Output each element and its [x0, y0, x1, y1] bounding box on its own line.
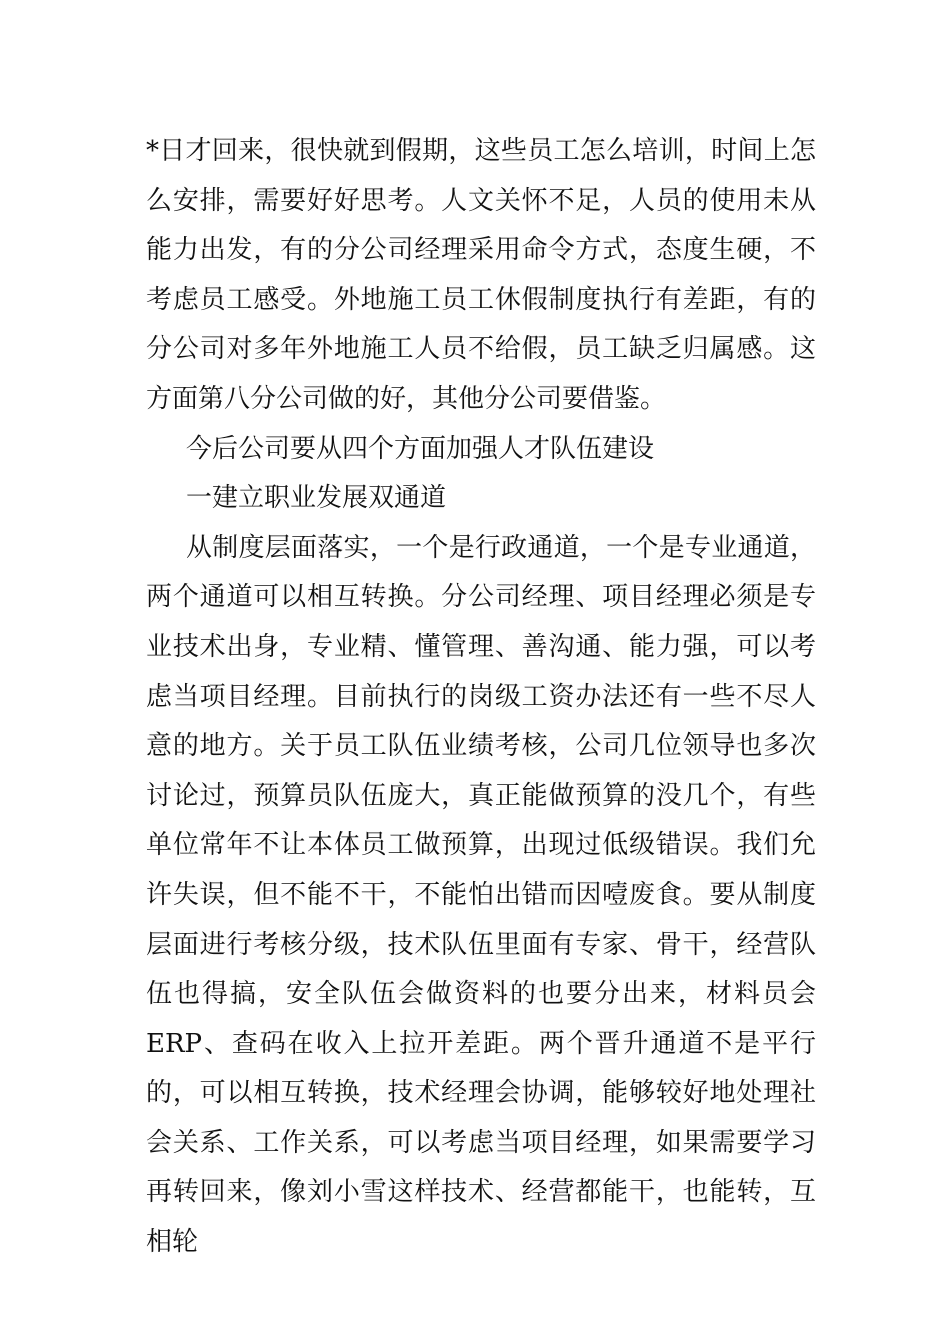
document-body	[146, 127, 816, 1268]
paragraph-continuation: *日才回来，很快就到假期，这些员工怎么培训，时间上怎么安排，需要好好思考。人文关怀不足，人员的使用未从能力出发，有的分公司经理采用命令方式，态度生硬，不考虑员工感受。外地施工员工休假制度执行有差距，有的分公司对多年外地施工人员不给假，员工缺乏归属感。这方面第八分公司做的好，其他分公司要借鉴。	[146, 136, 816, 414]
paragraph-heading-one: 一建立职业发展双通道	[186, 483, 447, 514]
paragraph-section-intro: 今后公司要从四个方面加强人才队伍建设	[186, 433, 655, 464]
paragraph-body: 从制度层面落实，一个是行政通道，一个是专业通道，两个通道可以相互转换。分公司经理、项目经理必须是专业技术出身，专业精、懂管理、善沟通、能力强，可以考虑当项目经理。目前执行的岗级工资办法还有一些不尽人意的地方。关于员工队伍业绩考核，公司几位领导也多次讨论过，预算员队伍庞大，真正能做预算的没几个，有些单位常年不让本体员工做预算，出现过低级错误。我们允许失误，但不能不干，不能怕出错而因噎废食。要从制度层面进行考核分级，技术队伍里面有专家、骨干，经营队伍也得搞，安全队伍会做资料的也要分出来，材料员会ERP、查码在收入上拉开差距。两个晋升通道不是平行的，可以相互转换，技术经理会协调，能够较好地处理社会关系、工作关系，可以考虑当项目经理，如果需要学习再转回来，像刘小雪这样技术、经营都能干，也能转，互相轮	[146, 532, 816, 1258]
